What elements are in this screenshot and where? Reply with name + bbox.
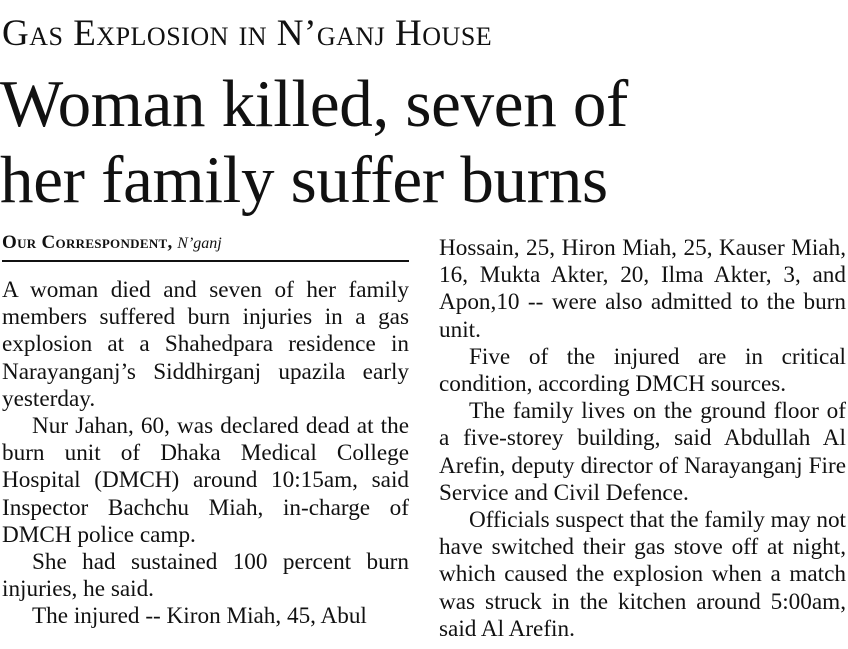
byline-place: N’ganj [177,235,222,252]
headline-line-2: her family suffer burns [0,143,608,217]
article-column-2 [439,235,846,643]
kicker: Gas Explosion in N’ganj House [2,13,493,54]
paragraph: She had sustained 100 percent burn injuries, he said. [2,549,409,603]
byline-author: Our Correspondent, [2,232,173,253]
paragraph: The family lives on the ground floor of a five-storey building, said Abdullah Al Arefin, deputy director of Narayanganj Fire Service and Civil Defence. [439,398,846,506]
headline-line-1: Woman killed, seven of [0,67,629,141]
paragraph: Officials suspect that the family may not have switched their gas stove off at night, which caused the explosion when a match was struck in the kitchen around 5:00am, said Al Arefin. [439,507,846,642]
paragraph: Five of the injured are in critical condition, according DMCH sources. [439,343,846,398]
paragraph: Hossain, 25, Hiron Miah, 25, Kauser Miah, 16, Mukta Akter, 20, Ilma Akter, 3, and Apon,10 -- were also admitted to the burn unit. [439,235,846,343]
paragraph: A woman died and seven of her family members suffered burn injuries in a gas explosion at a Shahedpara residence in Narayanganj’s Siddhirganj upazila early yesterday. [2,277,409,412]
paragraph: The injured -- Kiron Miah, 45, Abul [32,603,367,630]
byline [2,232,222,255]
paragraph: Nur Jahan, 60, was declared dead at the burn unit of Dhaka Medical College Hospital (DMCH) around 10:15am, said Inspector Bachchu Miah, in-charge of DMCH police camp. [2,413,409,548]
headline [0,66,840,218]
article-column-1 [2,277,409,631]
byline-rule [2,260,409,262]
